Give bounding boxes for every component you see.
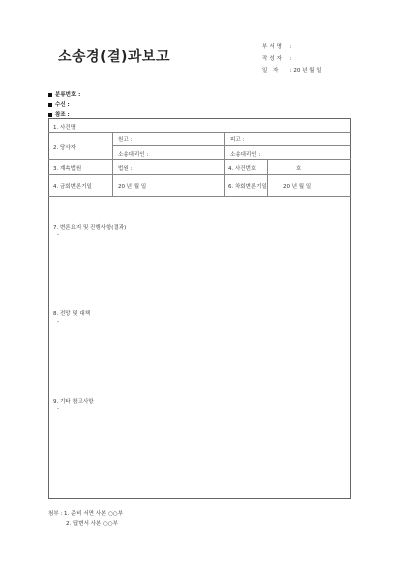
reference-label: 참조 :	[55, 112, 70, 118]
court-field[interactable]: 법원 :	[118, 166, 133, 172]
reference	[48, 110, 70, 118]
next-date-label: 6. 차회변론기일	[228, 184, 267, 190]
classification-label: 분류번호 :	[55, 92, 81, 98]
case-number-field[interactable]: 호	[296, 166, 302, 172]
meta-department-value: :	[289, 44, 292, 50]
meta-author-label: 작성자	[262, 56, 284, 62]
next-date-field[interactable]: 20 년 월 일	[283, 184, 312, 190]
recipient	[48, 100, 70, 108]
column-divider	[267, 159, 268, 196]
classification-number	[48, 90, 80, 98]
defendant-field[interactable]: 피고 :	[230, 137, 245, 143]
hearing-date-label: 4. 금회변론기일	[53, 184, 92, 190]
row-divider	[48, 196, 351, 197]
meta-date	[262, 66, 322, 74]
plaintiff-field[interactable]: 원고 :	[118, 137, 133, 143]
defendant-agent-field[interactable]: 소송대리인 :	[230, 152, 261, 158]
bullet-square-icon	[48, 103, 52, 107]
row-divider	[112, 145, 351, 146]
meta-department	[262, 42, 292, 50]
other-section-title: 9. 기타 참고사항	[53, 399, 94, 405]
column-divider	[224, 174, 225, 196]
argument-section-title: 7. 변론요지 및 진행사항(결과)	[53, 225, 127, 231]
plaintiff-agent-field[interactable]: 소송대리인 :	[118, 152, 149, 158]
meta-author-value: :	[289, 56, 292, 62]
court-label: 3. 계속법원	[53, 166, 82, 172]
report-form-table	[48, 118, 351, 499]
row-divider	[48, 132, 351, 133]
meta-date-label: 일 자	[262, 68, 281, 74]
attachments-line-2: 2. 답변서 사본 ○○부	[66, 521, 118, 527]
meta-author	[262, 54, 292, 62]
outlook-section-title: 8. 전망 및 대책	[53, 311, 91, 317]
case-number-label: 4. 사건번호	[228, 166, 257, 172]
document-title: 소송경(결)과보고	[58, 49, 170, 65]
outlook-bullet: -	[57, 319, 59, 325]
argument-bullet: -	[57, 232, 59, 238]
case-name-label: 1. 사건명	[53, 125, 76, 131]
row-divider	[48, 174, 351, 175]
column-divider	[224, 132, 225, 174]
parties-label: 2. 당사자	[53, 145, 76, 151]
other-bullet: -	[57, 406, 59, 412]
attachments-line-1: 첨부 : 1. 준비 서면 사본 ○○부	[48, 511, 124, 517]
meta-department-label: 부서명	[262, 44, 284, 50]
row-divider	[48, 159, 351, 160]
column-divider	[112, 132, 113, 196]
hearing-date-field[interactable]: 20 년 월 일	[118, 184, 147, 190]
recipient-label: 수신 :	[55, 102, 70, 108]
bullet-square-icon	[48, 113, 52, 117]
meta-date-value: : 20 년 월 일	[289, 68, 322, 74]
bullet-square-icon	[48, 93, 52, 97]
